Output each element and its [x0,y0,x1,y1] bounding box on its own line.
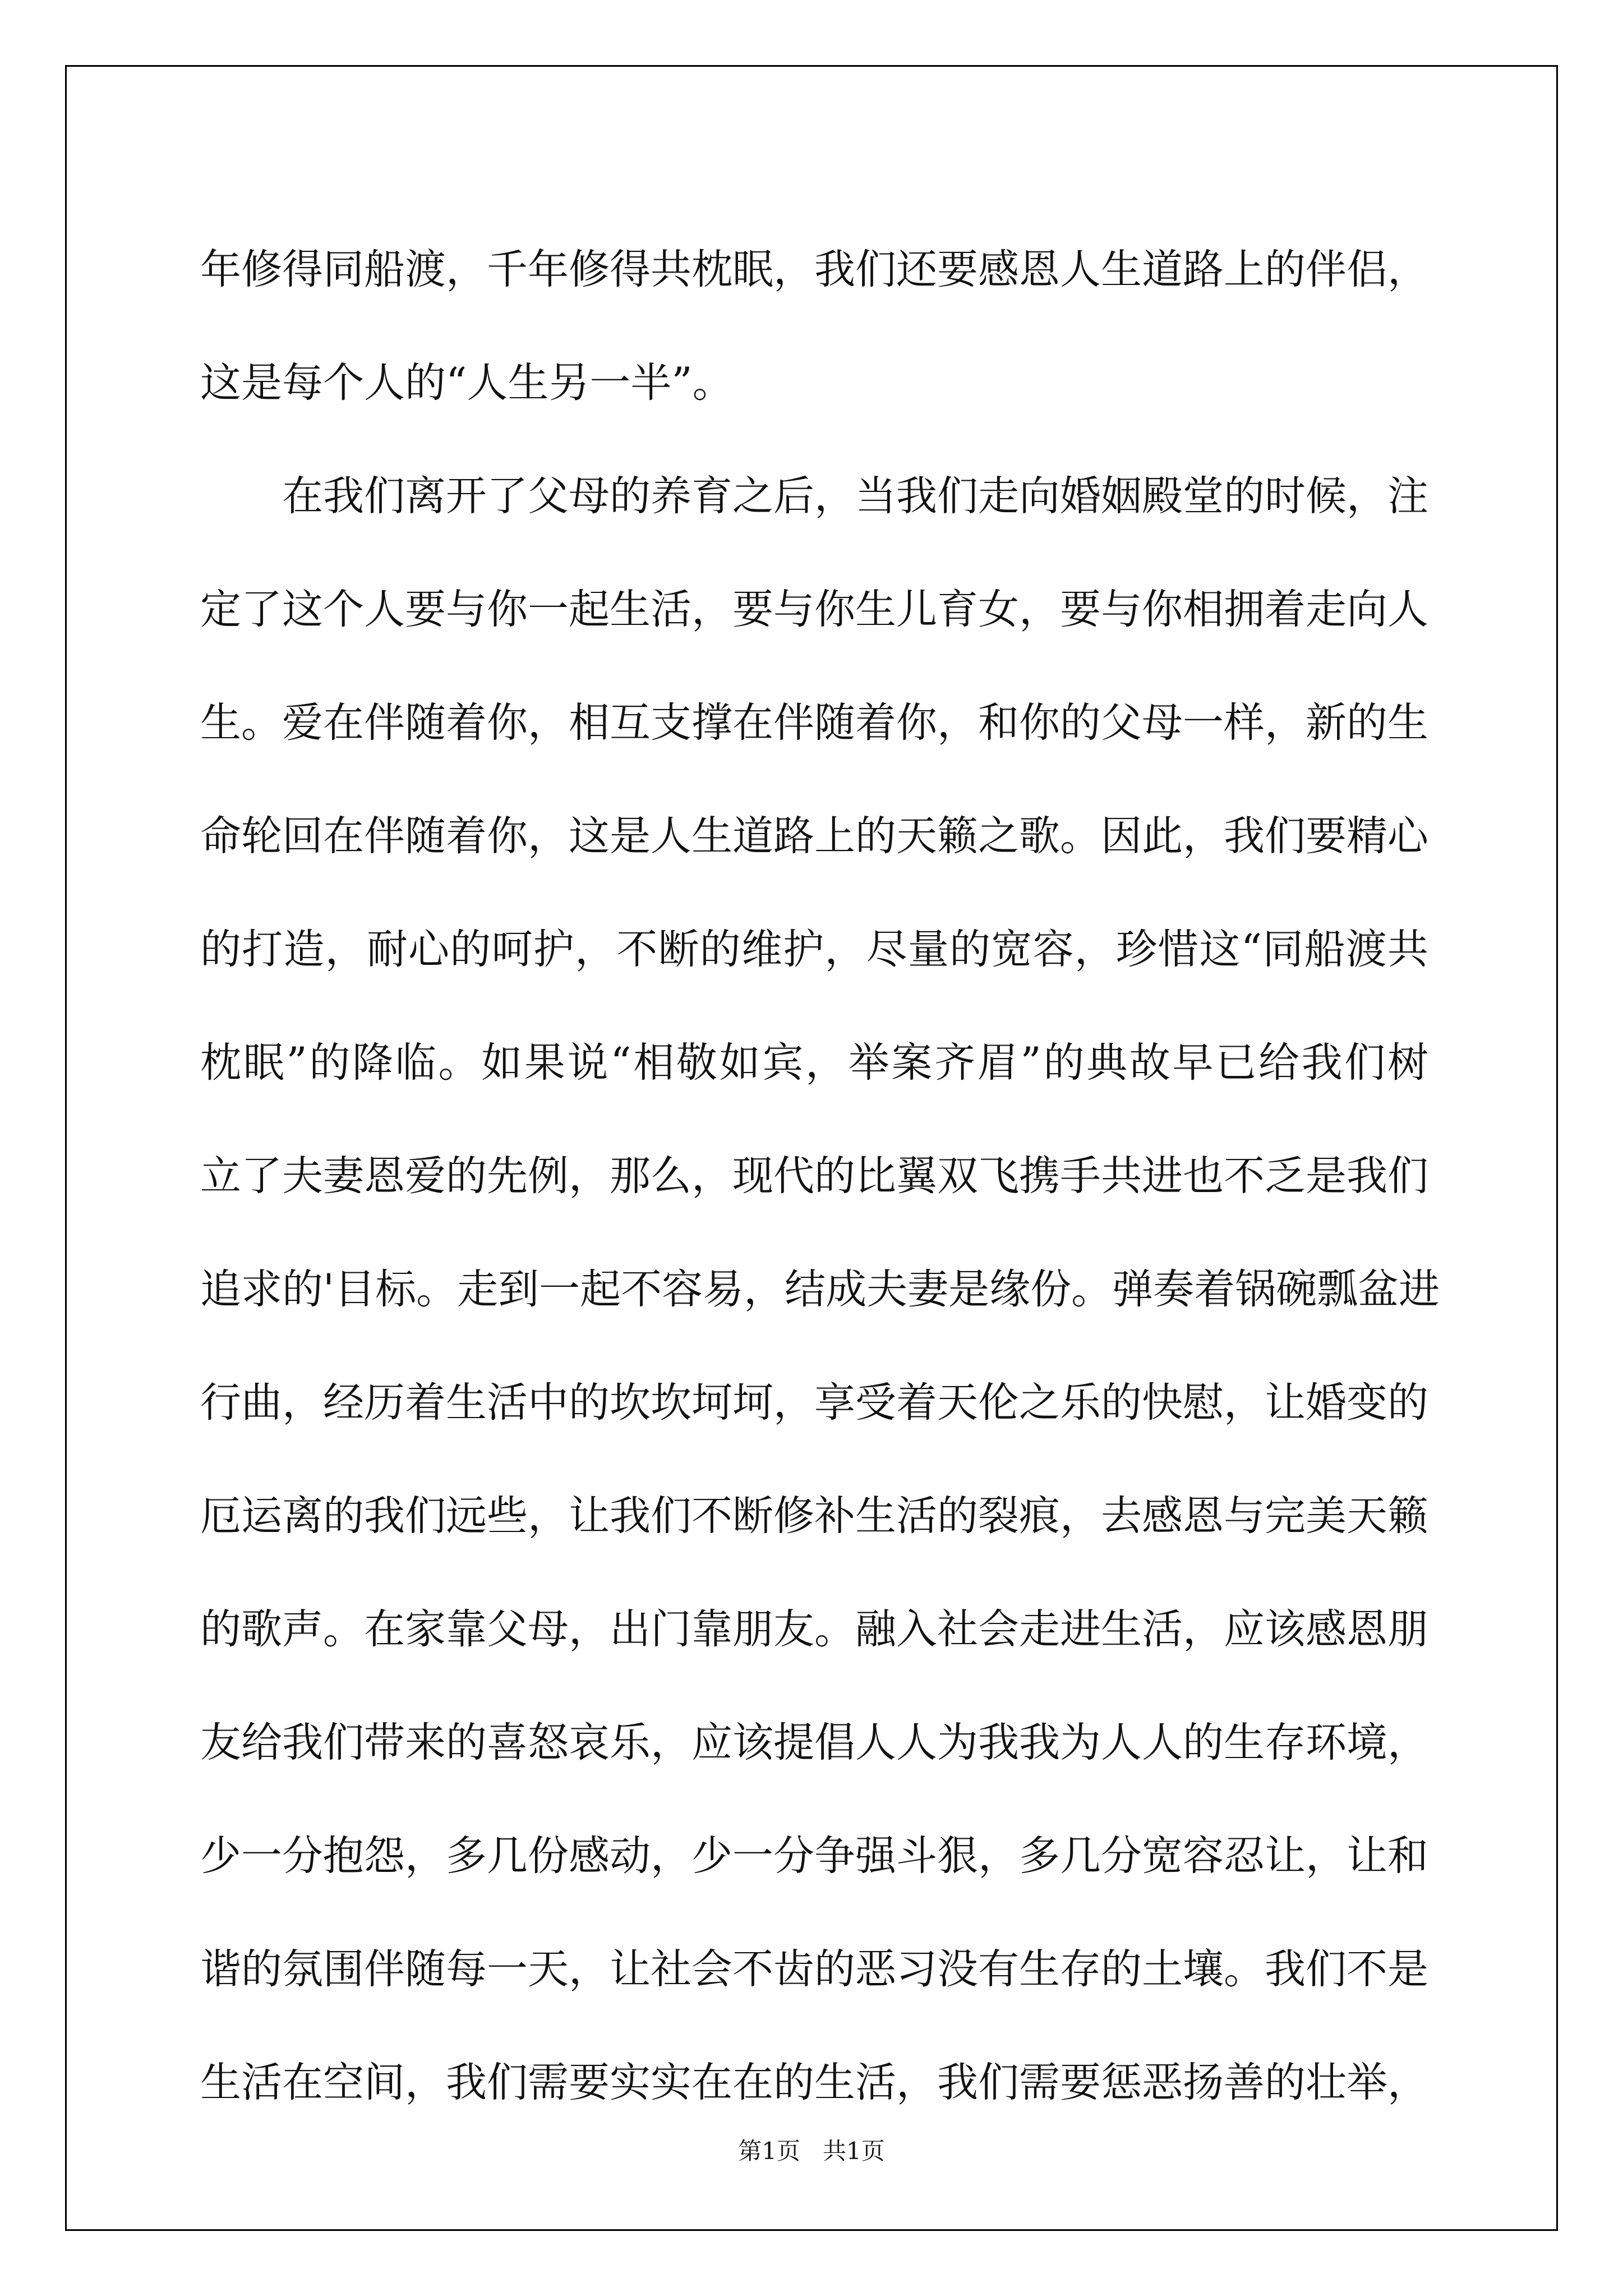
text-line: 立了夫妻恩爱的先例，那么，现代的比翼双飞携手共进也不乏是我们 [200,1152,1428,1200]
text-line: 的歌声。在家靠父母，出门靠朋友。融入社会走进生活，应该感恩朋 [200,1605,1428,1653]
text-line: 生。爱在伴随着你，相互支撑在伴随着你，和你的父母一样，新的生 [200,699,1428,747]
text-line: 友给我们带来的喜怒哀乐，应该提倡人人为我我为人人的生存环境， [200,1719,1428,1766]
text-line: 在我们离开了父母的养育之后，当我们走向婚姻殿堂的时候，注 [282,472,1428,520]
text-line: 定了这个人要与你一起生活，要与你生儿育女，要与你相拥着走向人 [200,586,1428,633]
text-line: 枕眠”的降临。如果说“相敬如宾，举案齐眉”的典故早已给我们树 [200,1039,1428,1087]
text-line: 这是每个人的“人生另一半”。 [200,359,734,407]
text-line: 的打造，耐心的呵护，不断的维护，尽量的宽容，珍惜这“同船渡共 [200,926,1428,973]
page-footer: 第1页 共1页 [738,2137,885,2165]
text-line: 行曲，经历着生活中的坎坎坷坷，享受着天伦之乐的快慰，让婚变的 [200,1379,1428,1427]
text-line: 厄运离的我们远些，让我们不断修补生活的裂痕，去感恩与完美天籁 [200,1492,1428,1540]
document-body [200,213,1440,2139]
text-line: 追求的'目标。走到一起不容易，结成夫妻是缘份。弹奏着锅碗瓢盆进 [200,1266,1440,1313]
text-line: 命轮回在伴随着你，这是人生道路上的天籁之歌。因此，我们要精心 [200,812,1428,860]
text-line: 少一分抱怨，多几份感动，少一分争强斗狠，多几分宽容忍让，让和 [200,1832,1428,1880]
text-line: 谐的氛围伴随每一天，让社会不齿的恶习没有生存的土壤。我们不是 [200,1945,1428,1993]
text-line: 年修得同船渡，千年修得共枕眠，我们还要感恩人生道路上的伴侣， [200,246,1428,293]
text-line: 生活在空间，我们需要实实在在的生活，我们需要惩恶扬善的壮举， [200,2059,1428,2106]
